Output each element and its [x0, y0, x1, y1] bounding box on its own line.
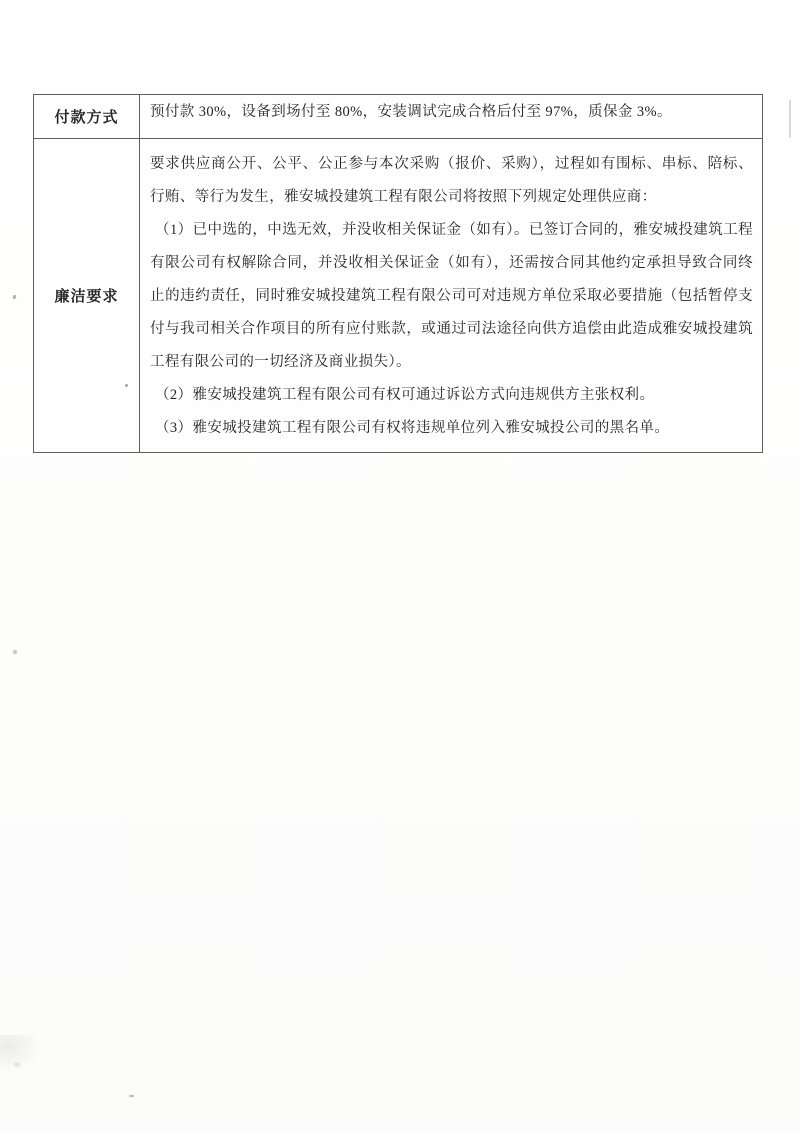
integrity-clause-2: （2）雅安城投建筑工程有限公司有权可通过诉讼方式向违规供方主张权利。 — [155, 387, 655, 403]
scan-speck — [13, 650, 18, 655]
payment-terms-text: 预付款 30%，设备到场付至 80%，安装调试完成合格后付至 97%，质保金 3%。 — [150, 104, 672, 120]
integrity-clause-1: （1）已中选的，中选无效，并没收相关保证金（如有）。已签订合同的，雅安城投建筑工程有限公司有权解除合同，并没收相关保证金（如有），还需按合同其他约定承担导致合同终止的违约责任，同时雅安城投建筑工程有限公司可对违规方单位采取必要措施（包括暂停支付与我司相关合作项目的所有应付账款，或通过司法途径向供方追偿由此造成雅安城投建筑工程有限公司的一切经济及商业损失）。 — [150, 222, 753, 370]
integrity-label: 廉洁要求 — [54, 289, 119, 305]
procurement-terms-table — [33, 94, 763, 453]
scan-smudge — [0, 1035, 42, 1073]
integrity-requirements-cell — [140, 138, 762, 452]
payment-method-label-cell — [34, 95, 140, 138]
integrity-clause-3: （3）雅安城投建筑工程有限公司有权将违规单位列入雅安城投公司的黑名单。 — [155, 420, 670, 436]
scan-speck — [12, 295, 16, 300]
scan-speck — [129, 1095, 134, 1097]
integrity-intro-paragraph: 要求供应商公开、公平、公正参与本次采购（报价、采购），过程如有围标、串标、陪标、行贿、等行为发生，雅安城投建筑工程有限公司将按照下列规定处理供应商： — [150, 156, 753, 205]
payment-method-label: 付款方式 — [54, 110, 119, 126]
integrity-label-cell — [34, 138, 140, 452]
scan-edge-artifact — [789, 100, 791, 138]
payment-terms-cell — [140, 95, 762, 138]
scan-speck — [125, 384, 128, 387]
